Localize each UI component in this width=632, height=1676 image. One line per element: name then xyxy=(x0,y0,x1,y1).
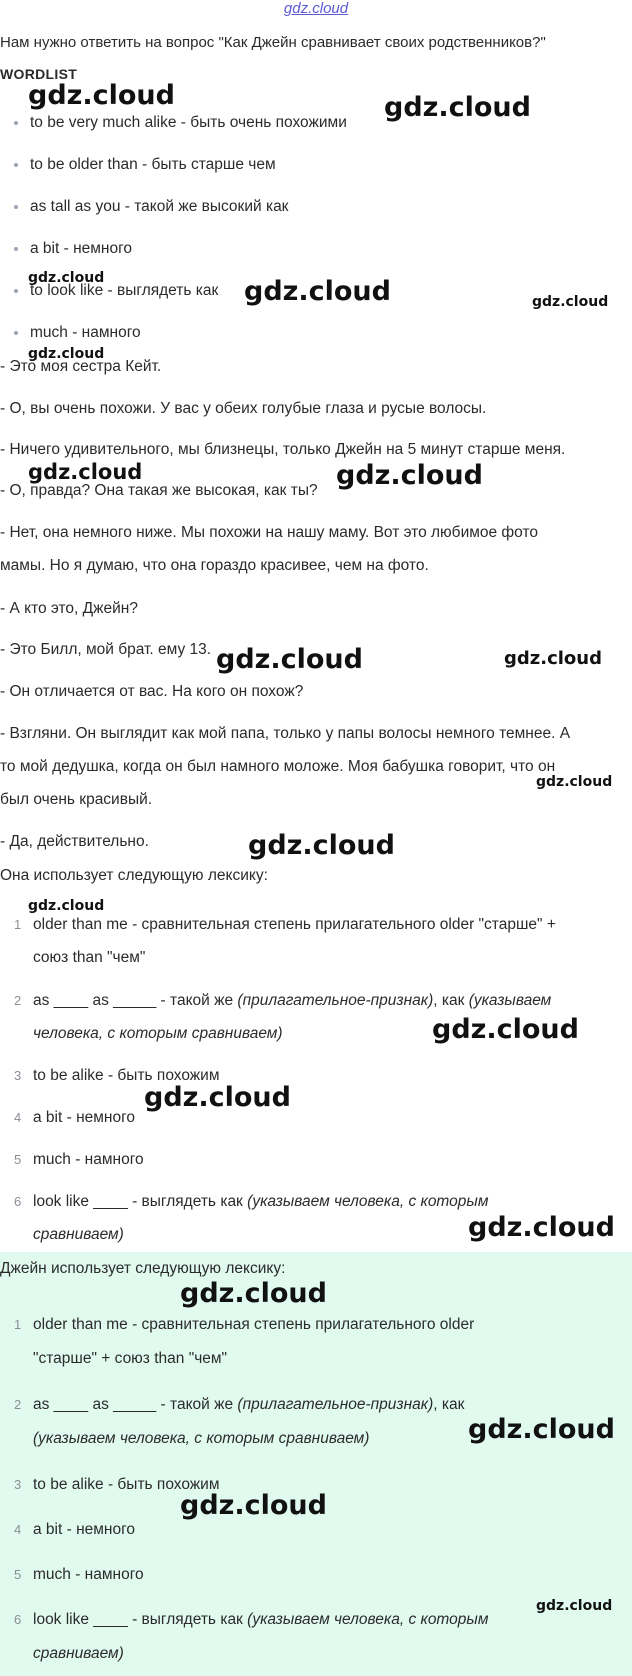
bullet-icon xyxy=(14,247,18,251)
watermark: gdz.cloud xyxy=(28,80,175,111)
bullet-icon xyxy=(14,331,18,335)
vocab-item: 1 older than me - сравнительная степень прилагательного older xyxy=(14,1316,475,1333)
watermark: gdz.cloud xyxy=(28,270,105,286)
watermark: gdz.cloud xyxy=(28,898,105,914)
dialogue-line: - Ничего удивительного, мы близнецы, только Джейн на 5 минут старше меня. xyxy=(0,441,566,458)
dialogue-line: - Да, действительно. xyxy=(0,833,149,850)
dialogue-line: - Это Билл, мой брат. ему 13. xyxy=(0,641,212,658)
vocab-item: 4 a bit - немного xyxy=(14,1521,136,1538)
wordlist-item: to look like - выглядеть как xyxy=(14,282,218,300)
dialogue-line: - Взгляни. Он выглядит как мой папа, только у папы волосы немного темнее. А xyxy=(0,725,571,742)
wordlist-heading: WORDLIST xyxy=(0,66,78,82)
watermark: gdz.cloud xyxy=(180,1490,327,1521)
bullet-icon xyxy=(14,205,18,209)
watermark: gdz.cloud xyxy=(336,460,483,491)
watermark: gdz.cloud xyxy=(28,346,105,362)
watermark: gdz.cloud xyxy=(432,1014,579,1045)
dialogue-line: - Это моя сестра Кейт. xyxy=(0,358,162,375)
dialogue-line: то мой дедушка, когда он был намного моложе. Моя бабушка говорит, что он xyxy=(0,758,556,775)
wordlist-item: as tall as you - такой же высокий как xyxy=(14,198,288,216)
watermark: gdz.cloud xyxy=(216,644,363,675)
vocab-item: 4 a bit - немного xyxy=(14,1109,136,1126)
watermark: gdz.cloud xyxy=(244,276,391,307)
list-intro: Джейн использует следующую лексику: xyxy=(0,1260,286,1277)
watermark: gdz.cloud xyxy=(536,1598,613,1614)
vocab-item-cont: сравниваем) xyxy=(33,1645,124,1662)
watermark: gdz.cloud xyxy=(144,1082,291,1113)
dialogue-line: мамы. Но я думаю, что она гораздо красивее, чем на фото. xyxy=(0,557,429,574)
dialogue-line: был очень красивый. xyxy=(0,791,153,808)
vocab-item-cont: союз than "чем" xyxy=(33,949,146,966)
dialogue-line: - Нет, она немного ниже. Мы похожи на нашу маму. Вот это любимое фото xyxy=(0,524,539,541)
watermark: gdz.cloud xyxy=(248,830,395,861)
vocab-item: 3 to be alike - быть похожим xyxy=(14,1067,220,1084)
bullet-icon xyxy=(14,121,18,125)
watermark: gdz.cloud xyxy=(504,648,602,669)
wordlist-item: a bit - немного xyxy=(14,240,132,258)
vocab-item: 6 look like ____ - выглядеть как (указываем человека, с которым xyxy=(14,1193,489,1210)
watermark: gdz.cloud xyxy=(468,1414,615,1445)
wordlist-item: to be older than - быть старше чем xyxy=(14,156,276,174)
vocab-item: 1 older than me - сравнительная степень прилагательного older "старше" + xyxy=(14,916,556,933)
vocab-item: 3 to be alike - быть похожим xyxy=(14,1476,220,1493)
site-link[interactable]: gdz.cloud xyxy=(283,0,349,17)
vocab-item: 2 as ____ as _____ - такой же (прилагательное-признак), как xyxy=(14,1396,465,1413)
vocab-item: 5 much - намного xyxy=(14,1151,144,1168)
vocab-item-cont: человека, с которым сравниваем) xyxy=(33,1025,283,1042)
watermark: gdz.cloud xyxy=(384,92,531,123)
vocab-item-cont: сравниваем) xyxy=(33,1226,124,1243)
dialogue-line: - Он отличается от вас. На кого он похож? xyxy=(0,683,304,700)
dialogue-line: - О, вы очень похожи. У вас у обеих голубые глаза и русые волосы. xyxy=(0,400,487,417)
bullet-icon xyxy=(14,289,18,293)
watermark: gdz.cloud xyxy=(28,460,143,484)
dialogue-line: - А кто это, Джейн? xyxy=(0,600,138,617)
wordlist-item: to be very much alike - быть очень похожими xyxy=(14,114,347,132)
wordlist-item: much - намного xyxy=(14,324,141,342)
dialogue-line: - О, правда? Она такая же высокая, как ты? xyxy=(0,482,318,499)
question-text: Нам нужно ответить на вопрос "Как Джейн сравнивает своих родственников?" xyxy=(0,34,546,51)
vocab-item: 2 as ____ as _____ - такой же (прилагательное-признак), как (указываем xyxy=(14,992,552,1009)
watermark: gdz.cloud xyxy=(536,774,613,790)
watermark: gdz.cloud xyxy=(180,1278,327,1309)
vocab-item-cont: (указываем человека, с которым сравниваем) xyxy=(33,1430,370,1447)
watermark: gdz.cloud xyxy=(532,294,609,310)
vocab-item-cont: "старше" + союз than "чем" xyxy=(33,1350,228,1367)
watermark: gdz.cloud xyxy=(468,1212,615,1243)
list-intro: Она использует следующую лексику: xyxy=(0,867,268,884)
vocab-item: 6 look like ____ - выглядеть как (указываем человека, с которым xyxy=(14,1611,489,1628)
bullet-icon xyxy=(14,163,18,167)
vocab-item: 5 much - намного xyxy=(14,1566,144,1583)
